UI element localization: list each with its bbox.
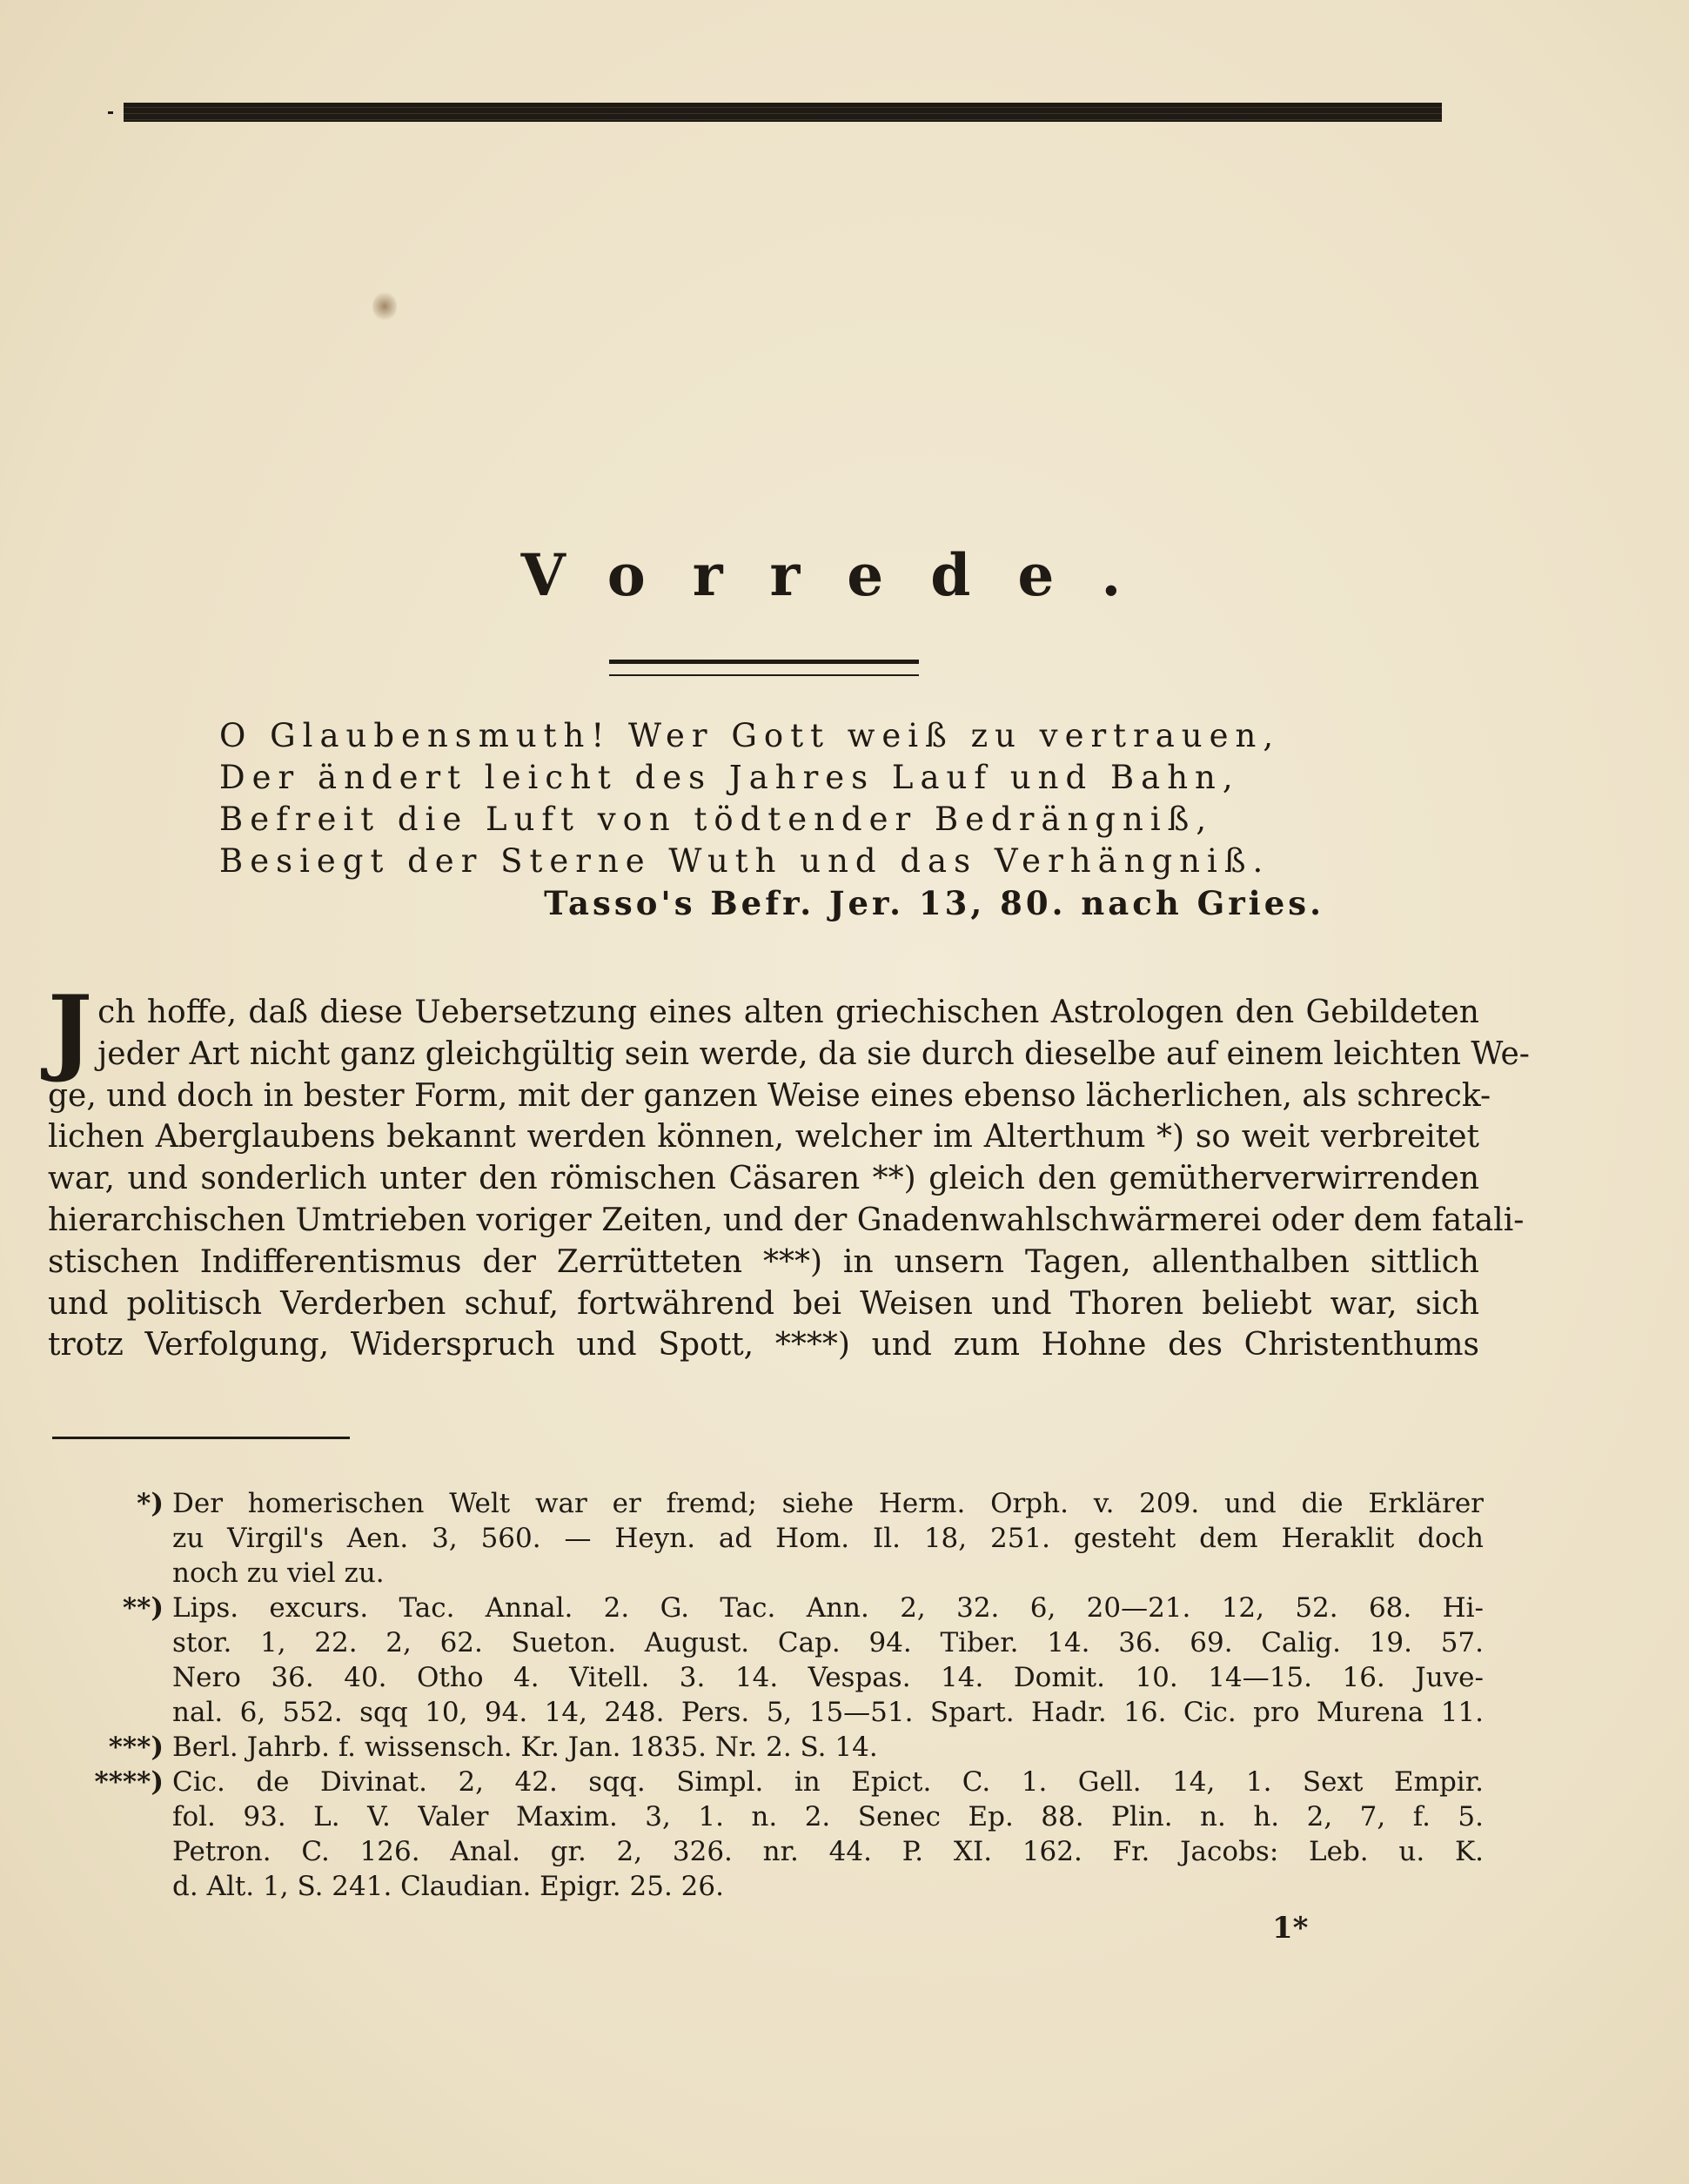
top-ornamental-rule [124, 103, 1442, 122]
footnote-mark: **) [122, 1592, 164, 1624]
signature-mark: 1* [1272, 1911, 1309, 1946]
footnote [48, 1765, 1484, 1904]
epigraph-line: Besiegt der Sterne Wuth und das Verhängniß. [219, 842, 1270, 880]
footnote-line: Cic. de Divinat. 2, 42. sqq. Simpl. in Epict. C. 1. Gell. 14, 1. Sext Empir. [172, 1766, 1484, 1798]
body-paragraph [48, 975, 1530, 1366]
body-line: ge, und doch in bester Form, mit der ganzen Weise eines ebenso lächerlichen, als schreck- [48, 1077, 1491, 1114]
body-line: und politisch Verderben schuf, fortwährend bei Weisen und Thoren beliebt war, sich [48, 1285, 1479, 1322]
footnote [48, 1486, 1484, 1591]
footnote-line: d. Alt. 1, S. 241. Claudian. Epigr. 25. 26. [172, 1871, 724, 1902]
footnote [48, 1730, 1484, 1765]
body-line: lichen Aberglaubens bekannt werden können, welcher im Alterthum *) so weit verbreitet [48, 1119, 1479, 1156]
footnote-line: nal. 6, 552. sqq 10, 94. 14, 248. Pers. 5, 15—51. Spart. Hadr. 16. Cic. pro Murena 11. [172, 1697, 1484, 1728]
epigraph-line: Der ändert leicht des Jahres Lauf und Bahn, [219, 759, 1240, 796]
footnote-line: stor. 1, 22. 2, 62. Sueton. August. Cap. 94. Tiber. 14. 36. 69. Calig. 19. 57. [172, 1627, 1484, 1658]
epigraph-line: Befreit die Luft von tödtender Bedrängniß, [219, 801, 1214, 838]
body-line: ch hoffe, daß diese Uebersetzung eines alten griechischen Astrologen den Gebildeten [97, 995, 1479, 1030]
footnote-line: Lips. excurs. Tac. Annal. 2. G. Tac. Ann. 2, 32. 6, 20—21. 12, 52. 68. Hi- [172, 1592, 1484, 1624]
footnote-mark: ***) [108, 1732, 164, 1763]
footnote-line: Petron. C. 126. Anal. gr. 2, 326. nr. 44. P. XI. 162. Fr. Jacobs: Leb. u. K. [172, 1836, 1484, 1867]
epigraph-source: Tasso's Befr. Jer. 13, 80. nach Gries. [544, 884, 1324, 922]
footnote-line: Nero 36. 40. Otho 4. Vitell. 3. 14. Vespas. 14. Domit. 10. 14—15. 16. Juve- [172, 1662, 1484, 1693]
footnote-line: Der homerischen Welt war er fremd; siehe Herm. Orph. v. 209. und die Erklärer [172, 1488, 1484, 1519]
footnote [48, 1591, 1484, 1730]
body-line: stischen Indifferentismus der Zerrütteten ***) in unsern Tagen, allenthalben sittlich [48, 1243, 1479, 1280]
footnote-line: Berl. Jahrb. f. wissensch. Kr. Jan. 1835. Nr. 2. S. 14. [172, 1732, 878, 1763]
footnote-mark: ****) [94, 1766, 164, 1798]
drop-cap: J [48, 975, 93, 1085]
body-line: hierarchischen Umtrieben voriger Zeiten, und der Gnadenwahlschwärmerei oder dem fatali- [48, 1202, 1525, 1238]
ink-stain [372, 291, 397, 321]
footnote-rule [52, 1437, 350, 1439]
body-line: trotz Verfolgung, Widerspruch und Spott, ****) und zum Hohne des Christenthums [48, 1327, 1479, 1363]
body-line: war, und sonderlich unter den römischen Cäsaren **) gleich den gemütherverwirrenden [48, 1161, 1479, 1197]
footnote-line: fol. 93. L. V. Valer Maxim. 3, 1. n. 2. Senec Ep. 88. Plin. n. h. 2, 7, f. 5. [172, 1801, 1484, 1832]
footnotes [48, 1486, 1484, 1904]
footnote-mark: *) [137, 1488, 164, 1519]
footnote-line: zu Virgil's Aen. 3, 560. — Heyn. ad Hom. Il. 18, 251. gesteht dem Heraklit doch [172, 1523, 1484, 1554]
epigraph-line: O Glaubensmuth! Wer Gott weiß zu vertrauen, [219, 717, 1281, 754]
page-title: Vorrede. [520, 541, 1169, 609]
epigraph [219, 715, 1438, 924]
body-line: jeder Art nicht ganz gleichgültig sein werde, da sie durch dieselbe auf einem leichten We- [97, 1035, 1530, 1072]
title-rule [609, 660, 919, 676]
footnote-line: noch zu viel zu. [172, 1558, 385, 1589]
